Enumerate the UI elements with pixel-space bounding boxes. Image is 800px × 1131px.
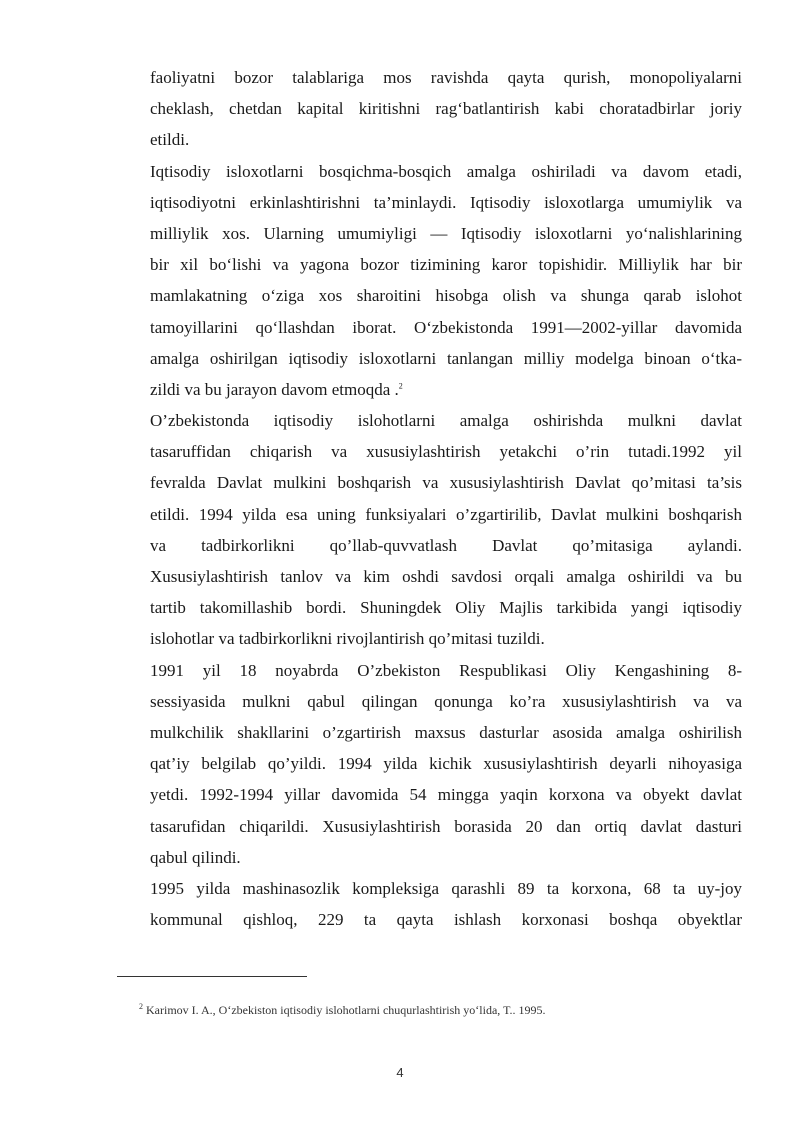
text-line — [150, 592, 742, 623]
text-line-content: qabul qilindi. — [150, 847, 241, 867]
text-line-content: faoliyatni bozor talablariga mos ravishda qayta qurish, monopoliyalarni — [150, 68, 742, 87]
text-line — [150, 873, 742, 904]
text-line — [150, 842, 742, 873]
text-line-content: fevralda Davlat mulkini boshqarish va xususiylashtirish Davlat qo’mitasi ta’sis — [150, 473, 742, 493]
text-line-content: O’zbekistonda iqtisodiy islohotlarni amalga oshirishda mulkni davlat — [150, 411, 742, 431]
text-line — [150, 312, 742, 343]
text-line — [150, 811, 742, 842]
text-line-content: bir xil bo‘lishi va yagona bozor tizimining karor topishidir. Milliylik har bir — [150, 255, 742, 275]
text-line — [150, 779, 742, 810]
page-number: 4 — [396, 1065, 404, 1080]
text-line — [150, 717, 742, 748]
text-line — [150, 249, 742, 280]
text-line-content: etildi. — [150, 130, 190, 150]
text-line — [150, 904, 742, 935]
text-line-content: iqtisodiyotni erkinlashtirishni ta’minlaydi. Iqtisodiy isloxotlarga umumiylik va — [150, 192, 742, 212]
text-line-content: Xususiylashtirish tanlov va kim oshdi savdosi orqali amalga oshirildi va bu — [150, 567, 742, 586]
text-line — [150, 530, 742, 561]
text-line — [150, 187, 742, 218]
text-line-content: islohotlar va tadbirkorlikni rivojlantirish qo’mitasi tuzildi. — [150, 629, 545, 649]
text-line — [150, 280, 742, 311]
text-line-content: va tadbirkorlikni qo’llab-quvvatlash Davlat qo’mitasiga aylandi. — [150, 535, 742, 555]
text-line — [150, 561, 742, 592]
text-line-content: mulkchilik shakllarini o’zgartirish maxsus dasturlar asosida amalga oshirilish — [150, 722, 742, 742]
footnote-separator — [117, 976, 307, 977]
text-line-content: 1995 yilda mashinasozlik kompleksiga qarashli 89 ta korxona, 68 ta uy-joy — [150, 878, 742, 898]
text-line-content: qat’iy belgilab qo’yildi. 1994 yilda kichik xususiylashtirish deyarli nihoyasiga — [150, 754, 742, 774]
text-line-content: tartib takomillashib bordi. Shuningdek Oliy Majlis tarkibida yangi iqtisodiy — [150, 598, 742, 618]
text-line-content: cheklash, chetdan kapital kiritishni rag‘batlantirish kabi choratadbirlar joriy — [150, 99, 742, 119]
text-line-content: Iqtisodiy isloxotlarni bosqichma-bosqich amalga oshiriladi va davom etadi, — [150, 161, 742, 181]
text-line — [150, 62, 742, 93]
body-text — [150, 62, 742, 935]
text-line — [150, 218, 742, 249]
text-line-content: amalga oshirilgan iqtisodiy isloxotlarni tanlangan milliy modelga binoan o‘tka- — [150, 348, 742, 368]
text-line-content: etildi. 1994 yilda esa uning funksiyalari o’zgartirilib, Davlat mulkini boshqarish — [150, 504, 742, 524]
text-line-content: milliylik xos. Ularning umumiyligi — Iqtisodiy isloxotlarni yo‘nalishlarining — [150, 223, 742, 243]
text-line — [150, 623, 742, 654]
text-line — [150, 93, 742, 124]
text-line — [150, 405, 742, 436]
text-line — [150, 748, 742, 779]
footnote-text: Karimov I. A., O‘zbekiston iqtisodiy islohotlarni chuqurlashtirish yo‘lida, T.. 1995. — [143, 1003, 546, 1017]
text-line-content: tamoyillarini qo‘llashdan iborat. O‘zbekistonda 1991—2002-yillar davomida — [150, 317, 742, 337]
text-line-content: zildi va bu jarayon davom etmoqda . — [150, 379, 399, 399]
text-line — [150, 156, 742, 187]
text-line-content: yetdi. 1992-1994 yillar davomida 54 mingga yaqin korxona va obyekt davlat — [150, 785, 742, 805]
text-line-content: mamlakatning o‘ziga xos sharoitini hisobga olish va shunga qarab islohot — [150, 286, 742, 306]
text-line — [150, 436, 742, 467]
text-line-content: tasaruffidan chiqarish va xususiylashtirish yetakchi o’rin tutadi.1992 yil — [150, 442, 742, 462]
text-line-content: tasarufidan chiqarildi. Xususiylashtirish borasida 20 dan ortiq davlat dasturi — [150, 816, 742, 836]
text-line-content: kommunal qishloq, 229 ta qayta ishlash korxonasi boshqa obyektlar — [150, 910, 742, 930]
text-line — [150, 655, 742, 686]
text-line — [150, 686, 742, 717]
text-line — [150, 499, 742, 530]
text-line — [150, 467, 742, 498]
text-line-content: 1991 yil 18 noyabrda O’zbekiston Respublikasi Oliy Kengashining 8- — [150, 660, 742, 680]
text-line — [150, 124, 742, 155]
footnote-marker: 2 — [139, 1002, 143, 1011]
text-line-content: sessiyasida mulkni qabul qilingan qonunga ko’ra xususiylashtirish va va — [150, 691, 742, 711]
footnote — [139, 1003, 546, 1018]
footnote-reference: 2 — [398, 381, 403, 391]
text-line — [150, 343, 742, 374]
text-line — [150, 374, 742, 405]
